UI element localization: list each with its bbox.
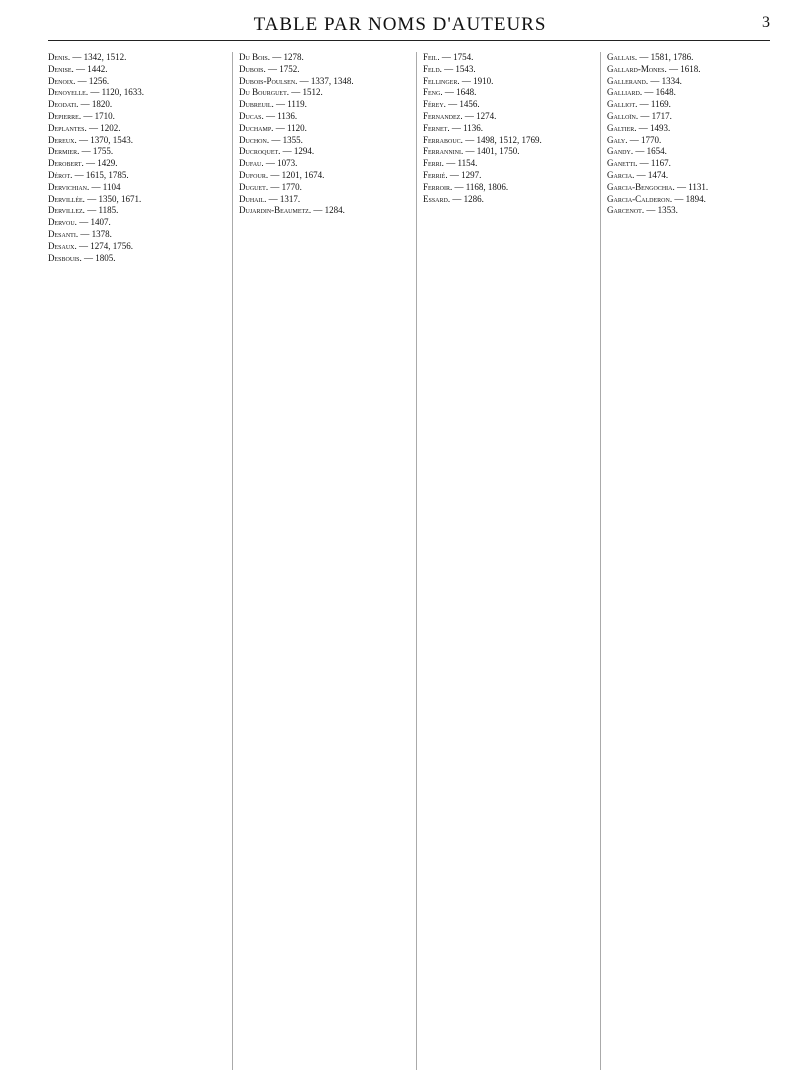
index-entry (48, 229, 218, 241)
page-references: — 1648. (442, 87, 477, 98)
index-entry (423, 194, 586, 206)
author-name: Derobert. (48, 158, 84, 169)
author-name: Depierre. (48, 110, 82, 121)
index-entry (423, 146, 586, 158)
page-references: — 1755. (79, 146, 114, 157)
author-name: Garcia. (607, 169, 635, 180)
index-entry (48, 135, 218, 147)
page-references: — 1294. (280, 146, 315, 157)
author-name: Gallais. (607, 52, 638, 62)
index-entry (607, 64, 770, 76)
author-name: Duchamp. (239, 122, 274, 133)
author-name: Feld. (423, 63, 442, 74)
page-number: 3 (762, 14, 770, 31)
author-name: Dufau. (239, 158, 264, 169)
author-name: Galloïn. (607, 110, 639, 121)
index-column-2 (232, 52, 402, 1070)
page-references: — 1581, 1786. (637, 52, 694, 62)
author-name: Deodati. (48, 99, 79, 110)
index-entry (423, 158, 586, 170)
page-references: — 1120, 1633. (88, 87, 144, 98)
page-references: — 1274. (462, 110, 497, 121)
author-name: Dervou. (48, 217, 77, 228)
author-name: Gallerand. (607, 75, 649, 86)
index-entry (607, 87, 770, 99)
author-name: Ferrannini. (423, 146, 464, 157)
index-entry (607, 146, 770, 158)
index-entry (423, 99, 586, 111)
index-entry (239, 170, 402, 182)
index-entry (48, 111, 218, 123)
author-name: Galy. (607, 134, 628, 145)
author-name: Fellinger. (423, 75, 460, 86)
index-entry (48, 158, 218, 170)
page-references: — 1370, 1543. (76, 134, 133, 145)
author-name: Dujardin-Beaumetz. (239, 205, 312, 216)
index-entry (423, 182, 586, 194)
author-name: Garcia-Bengochia. (607, 181, 675, 192)
page-references: — 1805. (81, 252, 116, 263)
page-references: — 1353. (644, 205, 678, 216)
index-column-4 (600, 52, 770, 1070)
author-name: Dervillée. (48, 193, 85, 204)
author-name: Desanti. (48, 228, 79, 239)
author-name: Du Bois. (239, 52, 271, 62)
index-entry (239, 111, 402, 123)
author-name: Dufour. (239, 169, 269, 180)
page-references: — 1104 (89, 181, 121, 192)
author-index-columns (48, 52, 770, 1070)
page-references: — 1717. (638, 110, 672, 121)
page-references: — 1654. (633, 146, 667, 157)
author-name: Dubreuil. (239, 99, 274, 110)
index-entry (607, 111, 770, 123)
index-entry (239, 76, 402, 88)
page-references: — 1378. (78, 228, 112, 239)
page-references: — 1752. (265, 63, 300, 74)
page-references: — 1474. (634, 169, 669, 180)
author-name: Ganetti. (607, 158, 638, 169)
index-column-1 (48, 52, 218, 1070)
author-name: Du Bourguet. (239, 87, 289, 98)
page-references: — 1442. (73, 63, 108, 74)
author-name: Garcenot. (607, 205, 645, 216)
page-references: — 1910. (459, 75, 494, 86)
author-name: Denoyelle. (48, 87, 89, 98)
page-references: — 1355. (269, 134, 303, 145)
author-name: Fernandez. (423, 110, 463, 121)
index-entry (239, 99, 402, 111)
page-references: — 1297. (447, 169, 482, 180)
index-entry (423, 123, 586, 135)
index-entry (607, 76, 770, 88)
page-references: — 1770. (627, 134, 662, 145)
author-name: Ferri. (423, 158, 444, 169)
author-name: Duhail. (239, 193, 267, 204)
page-references: — 1274, 1756. (76, 240, 134, 251)
page-references: — 1493. (636, 122, 671, 133)
author-name: Gandy. (607, 146, 634, 157)
page-references: — 1120. (273, 122, 307, 133)
page-references: — 1317. (266, 193, 301, 204)
index-entry (48, 194, 218, 206)
index-entry (48, 182, 218, 194)
page-references: — 1401, 1750. (463, 146, 520, 157)
page-references: — 1201, 1674. (268, 169, 325, 180)
page-references: — 1615, 1785. (72, 169, 129, 180)
index-entry (48, 52, 218, 64)
index-entry (48, 205, 218, 217)
index-entry (48, 64, 218, 76)
index-entry (423, 76, 586, 88)
page-references: — 1512. (289, 87, 323, 98)
author-name: Duchon. (239, 134, 270, 145)
page-references: — 1256. (75, 75, 110, 86)
author-name: Dubois. (239, 63, 266, 74)
page-references: — 1648. (642, 87, 676, 98)
index-entry (48, 146, 218, 158)
index-entry (48, 241, 218, 253)
page-references: — 1350, 1671. (84, 193, 142, 204)
page-references: — 1618. (666, 63, 701, 74)
author-name: Ducroquet. (239, 146, 281, 157)
page-references: — 1342, 1512. (70, 52, 127, 62)
page-header (0, 0, 800, 44)
index-entry (48, 253, 218, 265)
index-entry (423, 52, 586, 64)
author-name: Dubois-Poulsen. (239, 75, 298, 86)
index-entry (239, 205, 402, 217)
author-name: Desaux. (48, 240, 77, 251)
index-entry (48, 76, 218, 88)
page-references: — 1136. (449, 122, 484, 133)
index-entry (607, 123, 770, 135)
index-entry (239, 87, 402, 99)
author-name: Dérot. (48, 169, 73, 180)
index-entry (423, 135, 586, 147)
page-references: — 1337, 1348. (297, 75, 354, 86)
page-references: — 1167. (637, 158, 671, 169)
page-references: — 1334. (648, 75, 682, 86)
page-references: — 1154. (443, 158, 478, 169)
author-name: Ferroir. (423, 181, 453, 192)
author-name: Denise. (48, 63, 74, 74)
index-entry (239, 64, 402, 76)
page-references: — 1456. (445, 99, 480, 110)
index-entry (239, 158, 402, 170)
author-name: Duguet. (239, 181, 269, 192)
index-entry (48, 87, 218, 99)
header-rule (48, 40, 770, 41)
page-references: — 1429. (83, 158, 118, 169)
author-name: Deplantes. (48, 122, 87, 133)
index-entry (239, 194, 402, 206)
author-name: Galtier. (607, 122, 637, 133)
page-references: — 1820. (78, 99, 113, 110)
page-references: — 1278. (270, 52, 304, 62)
author-name: Feng. (423, 87, 443, 98)
index-entry (607, 170, 770, 182)
author-name: Ferrabouc. (423, 134, 463, 145)
page-references: — 1543. (441, 63, 476, 74)
author-name: Ferrié. (423, 169, 448, 180)
index-entry (239, 52, 402, 64)
index-entry (48, 170, 218, 182)
index-entry (607, 158, 770, 170)
page-references: — 1131. (674, 181, 709, 192)
index-entry (423, 170, 586, 182)
index-entry (423, 87, 586, 99)
author-name: Férey. (423, 99, 446, 110)
page-references: — 1284. (311, 205, 345, 216)
index-entry (48, 217, 218, 229)
index-entry (423, 64, 586, 76)
page-references: — 1169. (637, 99, 671, 110)
page-references: — 1202. (86, 122, 121, 133)
author-name: Gallard-Mones. (607, 63, 667, 74)
page-references: — 1073. (263, 158, 298, 169)
page-references: — 1185. (84, 205, 119, 216)
page-references: — 1894. (672, 193, 706, 204)
author-name: Galliard. (607, 87, 643, 98)
index-entry (423, 111, 586, 123)
author-name: Denoix. (48, 75, 76, 86)
page-references: — 1168, 1806. (452, 181, 509, 192)
page-references: — 1136. (263, 110, 298, 121)
author-name: Dermier. (48, 146, 80, 157)
index-entry (239, 123, 402, 135)
page-references: — 1710. (81, 110, 115, 121)
page-references: — 1498, 1512, 1769. (462, 134, 542, 145)
author-name: Denis. (48, 52, 71, 62)
index-entry (239, 182, 402, 194)
author-name: Galliot. (607, 99, 638, 110)
page-references: — 1754. (439, 52, 474, 62)
author-name: Garcia-Calderon. (607, 193, 673, 204)
index-entry (607, 194, 770, 206)
index-entry (607, 135, 770, 147)
page-title: TABLE PAR NOMS D'AUTEURS (253, 14, 547, 35)
author-name: Desbouis. (48, 252, 82, 263)
index-entry (607, 99, 770, 111)
index-entry (607, 52, 770, 64)
author-name: Essard. (423, 193, 451, 204)
index-entry (239, 146, 402, 158)
index-entry (239, 135, 402, 147)
index-column-3 (416, 52, 586, 1070)
author-name: Dervillez. (48, 205, 85, 216)
author-name: Feil. (423, 52, 440, 62)
index-entry (48, 99, 218, 111)
index-entry (48, 123, 218, 135)
author-name: Dervichian. (48, 181, 90, 192)
index-entry (607, 205, 770, 217)
page-references: — 1119. (273, 99, 307, 110)
index-entry (607, 182, 770, 194)
author-name: Dereux. (48, 134, 77, 145)
page-references: — 1770. (268, 181, 302, 192)
page-references: — 1407. (76, 217, 111, 228)
page-references: — 1286. (450, 193, 484, 204)
author-name: Ducas. (239, 110, 264, 121)
author-name: Fernet. (423, 122, 450, 133)
